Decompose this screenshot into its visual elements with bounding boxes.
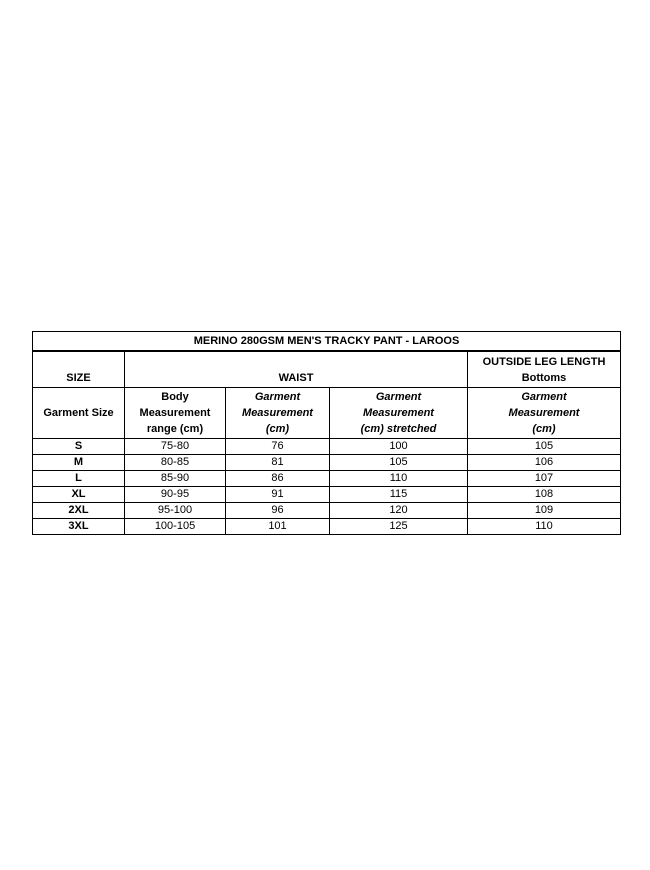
garment-cell: 76 <box>226 439 330 455</box>
stretched-measurement-header <box>330 388 468 439</box>
garment-measurement-line1: Garment <box>254 391 301 403</box>
garment-cell: 86 <box>226 471 330 487</box>
stretched-measurement-line1: Garment <box>375 391 422 403</box>
leg-cell: 105 <box>468 439 621 455</box>
stretched-cell: 125 <box>330 519 468 535</box>
size-cell: L <box>33 471 125 487</box>
garment-cell: 96 <box>226 503 330 519</box>
table-row <box>33 439 621 455</box>
header-row-primary <box>33 351 621 388</box>
leg-measurement-header <box>468 388 621 439</box>
stretched-cell: 100 <box>330 439 468 455</box>
garment-cell: 81 <box>226 455 330 471</box>
leg-cell: 108 <box>468 487 621 503</box>
table-row <box>33 503 621 519</box>
garment-size-header: Garment Size <box>33 388 125 439</box>
garment-measurement-header <box>226 388 330 439</box>
stretched-measurement-line2: Measurement <box>363 407 434 419</box>
body-cell: 80-85 <box>125 455 226 471</box>
leg-cell: 107 <box>468 471 621 487</box>
leg-cell: 106 <box>468 455 621 471</box>
garment-cell: 101 <box>226 519 330 535</box>
body-measurement-header <box>125 388 226 439</box>
stretched-cell: 105 <box>330 455 468 471</box>
table-row <box>33 471 621 487</box>
garment-measurement-line3: (cm) <box>265 423 290 435</box>
table-row <box>33 487 621 503</box>
body-measurement-line3: range (cm) <box>146 423 204 435</box>
table-row <box>33 519 621 535</box>
size-cell: S <box>33 439 125 455</box>
outside-leg-header-line1: OUTSIDE LEG LENGTH <box>482 355 606 368</box>
header-row-secondary <box>33 388 621 439</box>
title-row <box>33 332 621 352</box>
garment-measurement-line2: Measurement <box>242 407 313 419</box>
size-cell: M <box>33 455 125 471</box>
stretched-cell: 110 <box>330 471 468 487</box>
body-cell: 85-90 <box>125 471 226 487</box>
leg-measurement-line3: (cm) <box>532 423 556 435</box>
leg-measurement-line1: Garment <box>521 391 567 403</box>
table-title: MERINO 280GSM MEN'S TRACKY PANT - LAROOS <box>33 332 621 352</box>
outside-leg-header-line2: Bottoms <box>521 371 567 384</box>
body-cell: 100-105 <box>125 519 226 535</box>
stretched-cell: 120 <box>330 503 468 519</box>
body-cell: 90-95 <box>125 487 226 503</box>
leg-cell: 109 <box>468 503 621 519</box>
waist-header: WAIST <box>125 351 468 388</box>
size-header: SIZE <box>33 351 125 388</box>
body-measurement-line1: Body <box>161 391 189 403</box>
table-row <box>33 455 621 471</box>
size-cell: 2XL <box>33 503 125 519</box>
size-cell: 3XL <box>33 519 125 535</box>
body-cell: 75-80 <box>125 439 226 455</box>
body-measurement-line2: Measurement <box>139 407 211 419</box>
leg-cell: 110 <box>468 519 621 535</box>
size-cell: XL <box>33 487 125 503</box>
garment-cell: 91 <box>226 487 330 503</box>
stretched-cell: 115 <box>330 487 468 503</box>
body-cell: 95-100 <box>125 503 226 519</box>
stretched-measurement-line3: (cm) stretched <box>360 423 437 435</box>
leg-measurement-line2: Measurement <box>508 407 580 419</box>
outside-leg-header <box>468 351 621 388</box>
size-chart-table <box>32 331 621 535</box>
